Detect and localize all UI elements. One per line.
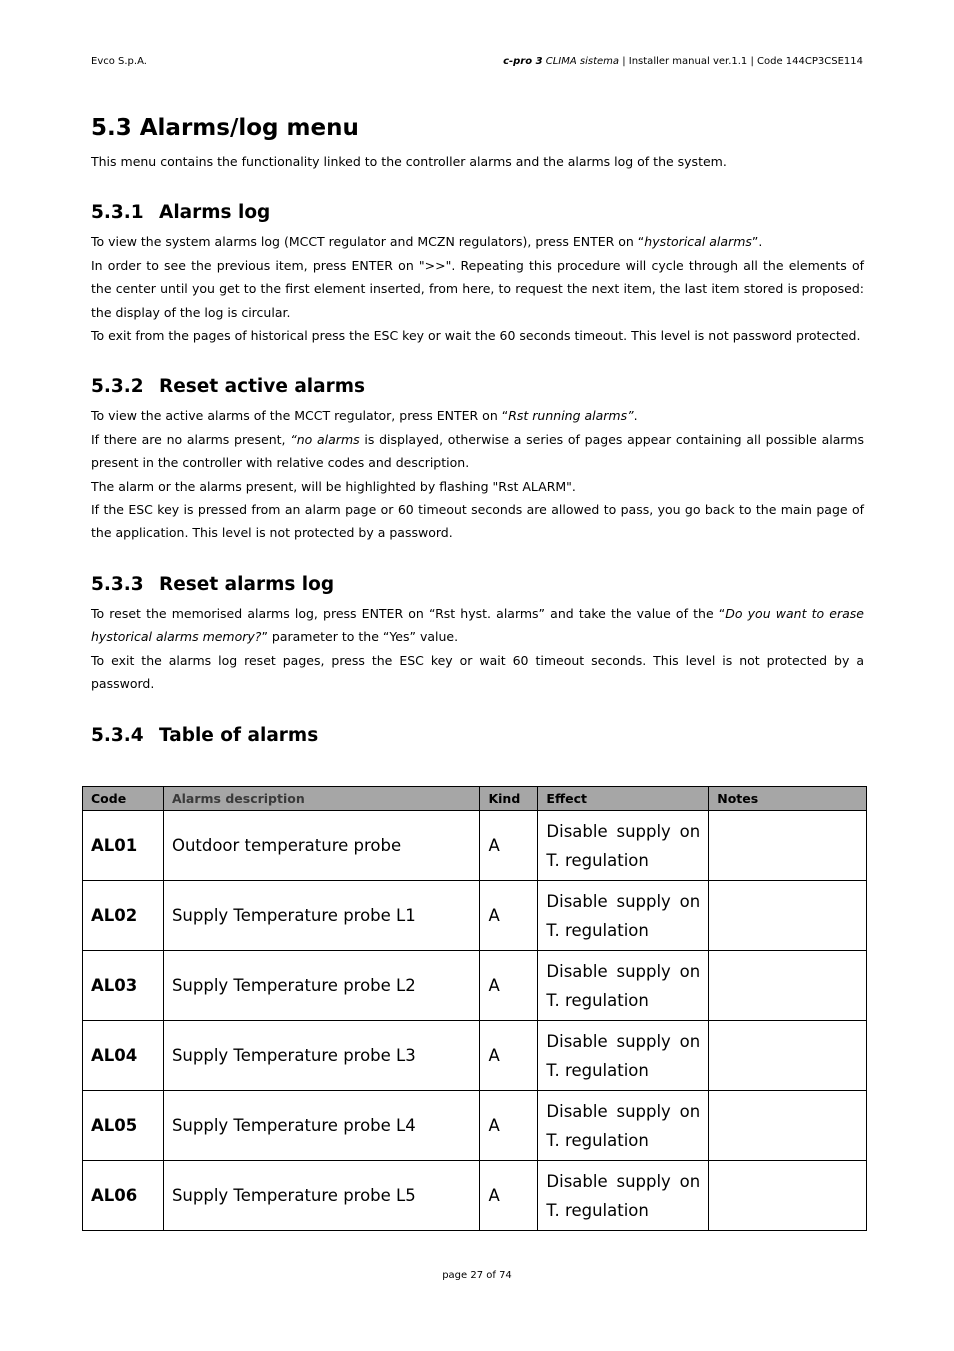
alarm-kind: A — [480, 881, 538, 951]
alarm-notes — [709, 1161, 867, 1231]
alarm-effect: Disable supply on T. regulation — [538, 1091, 709, 1161]
subsection-alarms-log — [91, 199, 864, 347]
table-header-row — [83, 787, 867, 811]
subsection-reset-active-alarms — [91, 373, 864, 544]
paragraph: To view the system alarms log (MCCT regulator and MCZN regulators), press ENTER on “hystorical alarms”. — [91, 234, 763, 250]
alarm-notes — [709, 1091, 867, 1161]
alarm-kind: A — [480, 951, 538, 1021]
product-name: c-pro 3 — [503, 56, 543, 67]
alarms-table — [82, 786, 867, 1231]
subsection-title: Table of alarms — [159, 724, 319, 746]
column-header-notes: Notes — [709, 787, 867, 811]
alarm-kind: A — [480, 1091, 538, 1161]
subsection-title: Alarms log — [159, 202, 271, 224]
page-content — [91, 110, 864, 753]
alarm-description: Supply Temperature probe L4 — [163, 1091, 480, 1161]
subsection-heading — [91, 373, 864, 401]
subsection-heading — [91, 571, 864, 599]
page-header — [91, 56, 863, 70]
paragraph: If there are no alarms present, “no alarms is displayed, otherwise a series of pages appear containing all possible alarms present in the controller with relative codes and description. — [91, 431, 864, 471]
column-header-kind: Kind — [480, 787, 538, 811]
subsection-table-of-alarms — [91, 722, 864, 750]
subsection-number: 5.3.4 — [91, 724, 144, 746]
table-row — [83, 1091, 867, 1161]
paragraph: In order to see the previous item, press ENTER on ">>". Repeating this procedure will cycle through all the elements of the center until you get to the first element inserted, from here, to request the next item, the last item stored is proposed: the display of the log is circular. — [91, 257, 864, 320]
alarm-effect: Disable supply on T. regulation — [538, 811, 709, 881]
table-row — [83, 811, 867, 881]
alarm-code: AL05 — [83, 1091, 164, 1161]
company-name: Evco S.p.A. — [91, 56, 147, 67]
paragraph: To exit the alarms log reset pages, press the ESC key or wait 60 timeout seconds. This level is not protected by a password. — [91, 652, 864, 692]
alarm-code: AL02 — [83, 881, 164, 951]
alarm-notes — [709, 811, 867, 881]
manual-info — [503, 56, 863, 67]
alarm-description: Supply Temperature probe L3 — [163, 1021, 480, 1091]
alarm-notes — [709, 951, 867, 1021]
alarm-kind: A — [480, 811, 538, 881]
alarm-description: Outdoor temperature probe — [163, 811, 480, 881]
subsection-number: 5.3.3 — [91, 573, 144, 595]
alarm-description: Supply Temperature probe L2 — [163, 951, 480, 1021]
table-row — [83, 951, 867, 1021]
paragraph: To exit from the pages of historical press the ESC key or wait the 60 seconds timeout. This level is not password protected. — [91, 328, 861, 344]
column-header-effect: Effect — [538, 787, 709, 811]
subsection-number: 5.3.2 — [91, 376, 144, 398]
alarm-code: AL03 — [83, 951, 164, 1021]
alarm-code: AL01 — [83, 811, 164, 881]
table-row — [83, 881, 867, 951]
alarm-notes — [709, 881, 867, 951]
column-header-description: Alarms description — [163, 787, 480, 811]
product-variant: CLIMA sistema — [545, 56, 620, 67]
section-title: 5.3 Alarms/log menu — [91, 115, 359, 141]
section-intro: This menu contains the functionality linked to the controller alarms and the alarms log of the system. — [91, 154, 727, 169]
manual-code: | Installer manual ver.1.1 | Code 144CP3CSE114 — [622, 56, 863, 67]
alarm-notes — [709, 1021, 867, 1091]
alarm-code: AL04 — [83, 1021, 164, 1091]
subsection-heading — [91, 722, 864, 750]
alarm-effect: Disable supply on T. regulation — [538, 881, 709, 951]
paragraph: To view the active alarms of the MCCT regulator, press ENTER on “Rst running alarms”. — [91, 408, 638, 424]
paragraph: To reset the memorised alarms log, press ENTER on “Rst hyst. alarms” and take the value of the “Do you want to erase hystorical alarms memory?” parameter to the “Yes” value. — [91, 605, 864, 645]
alarm-effect: Disable supply on T. regulation — [538, 1021, 709, 1091]
paragraph: The alarm or the alarms present, will be highlighted by flashing "Rst ALARM". — [91, 478, 576, 494]
column-header-code: Code — [83, 787, 164, 811]
paragraph: If the ESC key is pressed from an alarm page or 60 timeout seconds are allowed to pass, you go back to the main page of the application. This level is not protected by a password. — [91, 502, 864, 541]
alarm-code: AL06 — [83, 1161, 164, 1231]
subsection-number: 5.3.1 — [91, 202, 144, 224]
subsection-heading — [91, 199, 864, 227]
alarm-effect: Disable supply on T. regulation — [538, 1161, 709, 1231]
table-row — [83, 1021, 867, 1091]
alarm-kind: A — [480, 1161, 538, 1231]
alarm-description: Supply Temperature probe L1 — [163, 881, 480, 951]
subsection-reset-alarms-log — [91, 571, 864, 696]
subsection-title: Reset alarms log — [159, 573, 335, 595]
alarm-effect: Disable supply on T. regulation — [538, 951, 709, 1021]
alarm-kind: A — [480, 1021, 538, 1091]
subsection-title: Reset active alarms — [159, 376, 366, 398]
page-number: page 27 of 74 — [442, 1270, 512, 1281]
table-row — [83, 1161, 867, 1231]
alarm-description: Supply Temperature probe L5 — [163, 1161, 480, 1231]
